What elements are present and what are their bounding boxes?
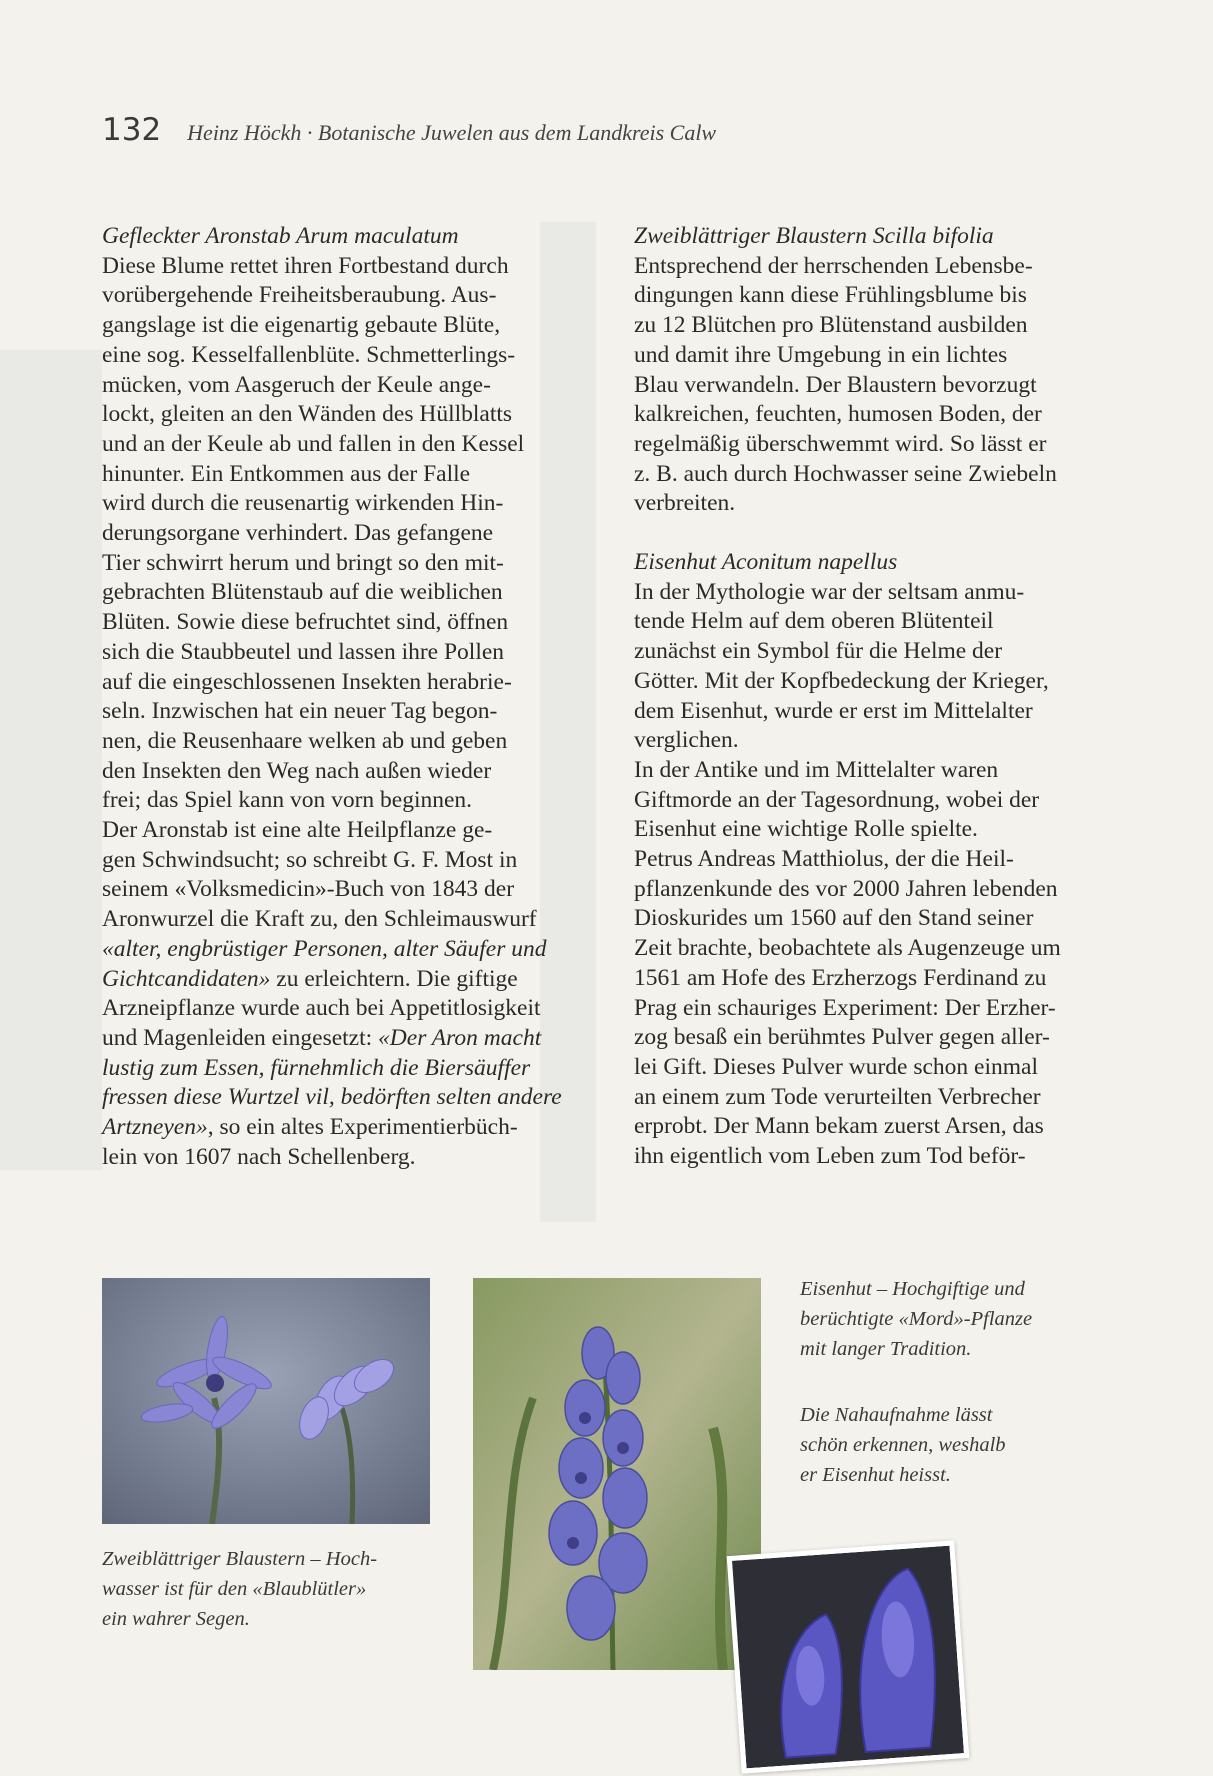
section-heading-arum: Gefleckter Aronstab Arum maculatum — [102, 223, 459, 249]
quote-text: fressen diese Wurtzel vil, bedörften selten andere — [102, 1084, 562, 1111]
text-line: gangslage ist die eigenartig gebaute Blüte, — [102, 312, 501, 339]
text-line: und an der Keule ab und fallen in den Kessel — [102, 430, 525, 457]
text-line: lei Gift. Dieses Pulver wurde schon einmal — [634, 1053, 1038, 1080]
text-line: zog besaß ein berühmtes Pulver gegen aller- — [634, 1024, 1050, 1051]
page-header — [102, 112, 716, 148]
quote-text: «alter, engbrüstiger Personen, alter Säufer und — [102, 935, 547, 962]
text-line: zunächst ein Symbol für die Helme der — [634, 638, 1003, 665]
text-line: Aronwurzel die Kraft zu, den Schleimauswurf — [102, 906, 537, 933]
aconitum-illustration — [473, 1278, 761, 1670]
text-line: Tier schwirrt herum und bringt so den mit- — [102, 549, 504, 576]
text-line — [102, 1113, 594, 1143]
text-line: lein von 1607 nach Schellenberg. — [102, 1143, 416, 1170]
text-fragment: zu erleichtern. Die giftige — [270, 965, 518, 992]
text-line: verglichen. — [634, 727, 739, 754]
text-line: Eisenhut eine wichtige Rolle spielte. — [634, 816, 978, 843]
caption-line: berüchtigte «Mord»-Pflanze — [800, 1308, 1033, 1330]
text-line: frei; das Spiel kann von vorn beginnen. — [102, 787, 473, 814]
text-line: seinem «Volksmedicin»-Buch von 1843 der — [102, 876, 515, 903]
text-line: pflanzenkunde des vor 2000 Jahren lebenden — [634, 875, 1058, 902]
running-title: Heinz Höckh · Botanische Juwelen aus dem Landkreis Calw — [187, 120, 717, 145]
text-line: nen, die Reusenhaare welken ab und geben — [102, 727, 508, 754]
text-line: seln. Inzwischen hat ein neuer Tag begon- — [102, 698, 498, 725]
quote-text: «Der Aron macht — [378, 1024, 542, 1051]
text-line: In der Mythologie war der seltsam anmu- — [634, 578, 1025, 605]
text-line: gebrachten Blütenstaub auf die weiblichen — [102, 579, 503, 606]
caption-line: mit langer Tradition. — [800, 1338, 972, 1360]
text-line: hinunter. Ein Entkommen aus der Falle — [102, 460, 471, 487]
text-line — [102, 1024, 594, 1054]
text-line: wird durch die reusenartig wirkenden Hin- — [102, 490, 504, 517]
caption-closeup — [800, 1400, 1100, 1490]
text-line: mücken, vom Aasgeruch der Keule ange- — [102, 371, 491, 398]
text-line-quote — [102, 1054, 594, 1084]
text-line: eine sog. Kesselfallenblüte. Schmetterlings- — [102, 341, 516, 368]
caption-line: Eisenhut – Hochgiftige und — [800, 1278, 1025, 1300]
scilla-illustration — [102, 1278, 430, 1524]
text-line: auf die eingeschlossenen Insekten herabrie- — [102, 668, 512, 695]
text-line: 1561 am Hofe des Erzherzogs Ferdinand zu — [634, 964, 1047, 991]
text-line-quote — [102, 935, 594, 965]
quote-text: Artzneyen» — [102, 1114, 208, 1141]
text-line-quote — [102, 1083, 594, 1113]
caption-scilla — [102, 1544, 432, 1634]
text-line: Prag ein schauriges Experiment: Der Erzher- — [634, 994, 1056, 1021]
caption-line: Die Nahaufnahme lässt — [800, 1404, 993, 1426]
text-line: lockt, gleiten an den Wänden des Hüllblatts — [102, 401, 513, 428]
text-line: gen Schwindsucht; so schreibt G. F. Most in — [102, 846, 518, 873]
section-heading-aconitum: Eisenhut Aconitum napellus — [634, 549, 898, 576]
text-line: zu 12 Blütchen pro Blütenstand ausbilden — [634, 312, 1028, 339]
text-line: regelmäßig überschwemmt wird. So lässt er — [634, 430, 1047, 457]
paragraph-gap — [634, 519, 1126, 548]
right-column — [634, 222, 1126, 1172]
page-number: 132 — [102, 112, 162, 148]
quote-text: lustig zum Essen, fürnehmlich die Biersäuffer — [102, 1054, 531, 1081]
text-line: Der Aronstab ist eine alte Heilpflanze ge- — [102, 817, 493, 844]
text-line: Diese Blume rettet ihren Fortbestand durch — [102, 252, 509, 279]
text-line: Giftmorde an der Tagesordnung, wobei der — [634, 786, 1040, 813]
quote-text: Gichtcandidaten» — [102, 965, 271, 992]
caption-line: wasser ist für den «Blaublütler» — [102, 1578, 367, 1600]
scilla-photo — [102, 1278, 430, 1524]
text-line: Blüten. Sowie diese befruchtet sind, öffnen — [102, 609, 509, 636]
text-line: vorübergehende Freiheitsberaubung. Aus- — [102, 282, 497, 309]
text-line: derungsorgane verhindert. Das gefangene — [102, 520, 494, 547]
text-line: Entsprechend der herrschenden Lebensbe- — [634, 252, 1033, 279]
text-line: ihn eigentlich vom Leben zum Tod beför- — [634, 1143, 1026, 1170]
show-through-shade — [0, 350, 102, 1170]
text-line: Zeit brachte, beobachtete als Augenzeuge um — [634, 935, 1061, 962]
text-line: sich die Staubbeutel und lassen ihre Pollen — [102, 638, 505, 665]
text-line: tende Helm auf dem oberen Blütenteil — [634, 608, 994, 635]
text-line: dingungen kann diese Frühlingsblume bis — [634, 282, 1027, 309]
caption-line: er Eisenhut heisst. — [800, 1464, 951, 1486]
text-line: den Insekten den Weg nach außen wieder — [102, 757, 492, 784]
aconitum-photo — [473, 1278, 761, 1670]
text-line: erprobt. Der Mann bekam zuerst Arsen, das — [634, 1113, 1044, 1140]
text-line: Arzneipflanze wurde auch bei Appetitlosigkeit — [102, 995, 541, 1022]
text-line: und damit ihre Umgebung in ein lichtes — [634, 341, 1008, 368]
text-line: Petrus Andreas Matthiolus, der die Heil- — [634, 846, 1014, 873]
caption-line: schön erkennen, weshalb — [800, 1434, 1006, 1456]
caption-line: ein wahrer Segen. — [102, 1608, 250, 1630]
text-line: verbreiten. — [634, 490, 736, 517]
text-line: kalkreichen, feuchten, humosen Boden, der — [634, 401, 1042, 428]
text-line: Götter. Mit der Kopfbedeckung der Krieger, — [634, 667, 1049, 694]
text-fragment: und Magenleiden eingesetzt: — [102, 1024, 379, 1051]
section-heading-scilla: Zweiblättriger Blaustern Scilla bifolia — [634, 223, 994, 249]
text-line: In der Antike und im Mittelalter waren — [634, 756, 999, 783]
caption-line: Zweiblättriger Blaustern – Hoch- — [102, 1548, 378, 1570]
closeup-illustration — [732, 1546, 964, 1769]
text-line: z. B. auch durch Hochwasser seine Zwiebeln — [634, 460, 1057, 487]
text-line: Dioskurides um 1560 auf den Stand seiner — [634, 905, 1034, 932]
left-column — [102, 222, 594, 1173]
text-line — [102, 965, 594, 995]
text-fragment: , so ein altes Experimentierbüch- — [207, 1114, 518, 1141]
text-line: Blau verwandeln. Der Blaustern bevorzugt — [634, 371, 1037, 398]
text-line: dem Eisenhut, wurde er erst im Mittelalter — [634, 697, 1033, 724]
aconitum-closeup-photo — [727, 1540, 970, 1773]
caption-eisenhut — [800, 1274, 1100, 1364]
text-line: an einem zum Tode verurteilten Verbrecher — [634, 1083, 1041, 1110]
